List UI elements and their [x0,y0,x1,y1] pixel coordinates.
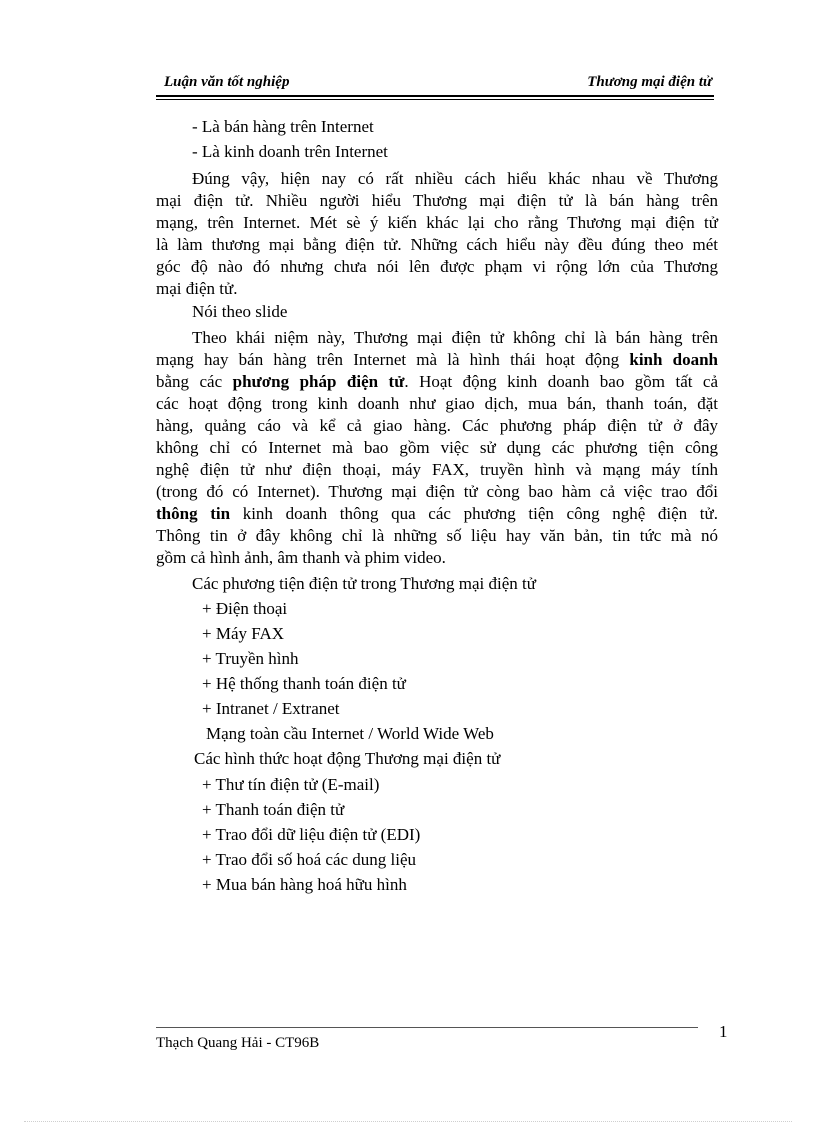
text-run: bằng các [156,372,223,391]
text-run: . Hoạt động kinh doanh bao gồm tất cả [404,372,719,391]
list-title: Các hình thức hoạt động Thương mại điện tử [194,749,501,768]
paragraph-line: hàng, quảng cáo và kể cả giao hàng. Các phương pháp điện tử ở đây [156,416,718,435]
paragraph-line: Đúng vậy, hiện nay có rất nhiều cách hiểu khác nhau về Thương [192,169,718,188]
list-item: + Truyền hình [202,649,299,668]
paragraph-line: mại điện tử. Nhiều người hiểu Thương mại điện tử là bán hàng trên [156,191,718,210]
header-thesis-label: Luận văn tốt nghiệp [164,74,290,90]
page-edge-rule [24,1121,792,1122]
list-item: + Hệ thống thanh toán điện tử [202,674,406,693]
bold-term: kinh doanh [629,350,719,369]
list-item: + Trao đổi số hoá các dung liệu [202,850,417,869]
paragraph-line: (trong đó có Internet). Thương mại điện tử còng bao hàm cả việc trao đổi [156,482,718,501]
list-item: + Thư tín điện tử (E-mail) [202,775,380,794]
paragraph-line [156,372,718,392]
page-header [156,74,712,94]
paragraph-line: nghệ điện tử như điện thoại, máy FAX, truyền hình và mạng máy tính [156,460,718,479]
paragraph-line: mại điện tử. [156,279,238,298]
list-item: + Điện thoại [202,599,288,618]
list-item: + Mua bán hàng hoá hữu hình [202,875,407,894]
paragraph-line: Theo khái niệm này, Thương mại điện tử không chỉ là bán hàng trên [192,328,718,347]
paragraph-line: các hoạt động trong kinh doanh như giao dịch, mua bán, thanh toán, đặt [156,394,718,413]
header-rule-thick [156,95,714,97]
list-item: Mạng toàn cầu Internet / World Wide Web [206,724,494,743]
paragraph-line: góc độ nào đó nhưng chưa nói lên được phạm vi rộng lớn của Thương [156,257,718,276]
list-item: + Thanh toán điện tử [202,800,345,819]
bold-term: phương pháp điện tử [232,372,405,391]
slide-note: Nói theo slide [192,302,288,321]
header-rule-thin [156,99,714,100]
paragraph-line [156,350,718,370]
header-topic-label: Thương mại điện tử [587,74,712,90]
footer-rule [156,1027,698,1028]
text-run: mạng hay bán hàng trên Internet mà là hình thái hoạt động [156,350,620,369]
list-item: + Máy FAX [202,624,284,643]
page-number: 1 [719,1022,728,1041]
paragraph-line: không chỉ có Internet mà bao gồm việc sử dụng các phương tiện công [156,438,718,457]
list-item: + Trao đổi dữ liệu điện tử (EDI) [202,825,421,844]
list-item: + Intranet / Extranet [202,699,340,718]
paragraph-line [156,504,718,524]
definition-line: - Là bán hàng trên Internet [192,117,374,136]
definition-line: - Là kinh doanh trên Internet [192,142,388,161]
paragraph-line: Thông tin ở đây không chỉ là những số liệu hay văn bản, tin tức mà nó [156,526,718,545]
paragraph-line: gồm cả hình ảnh, âm thanh và phim video. [156,548,446,567]
text-run: kinh doanh thông qua các phương tiện công nghệ điện tử. [242,504,718,523]
footer-author: Thạch Quang Hải - CT96B [156,1035,320,1051]
paragraph-line: là làm thương mại bằng điện tử. Những cách hiểu này đều đúng theo mét [156,235,718,254]
bold-term: thông tin [156,504,231,523]
paragraph-line: mạng, trên Internet. Mét sè ý kiến khác lại cho rằng Thương mại điện tử [156,213,718,232]
list-title: Các phương tiện điện tử trong Thương mại điện tử [192,574,536,593]
